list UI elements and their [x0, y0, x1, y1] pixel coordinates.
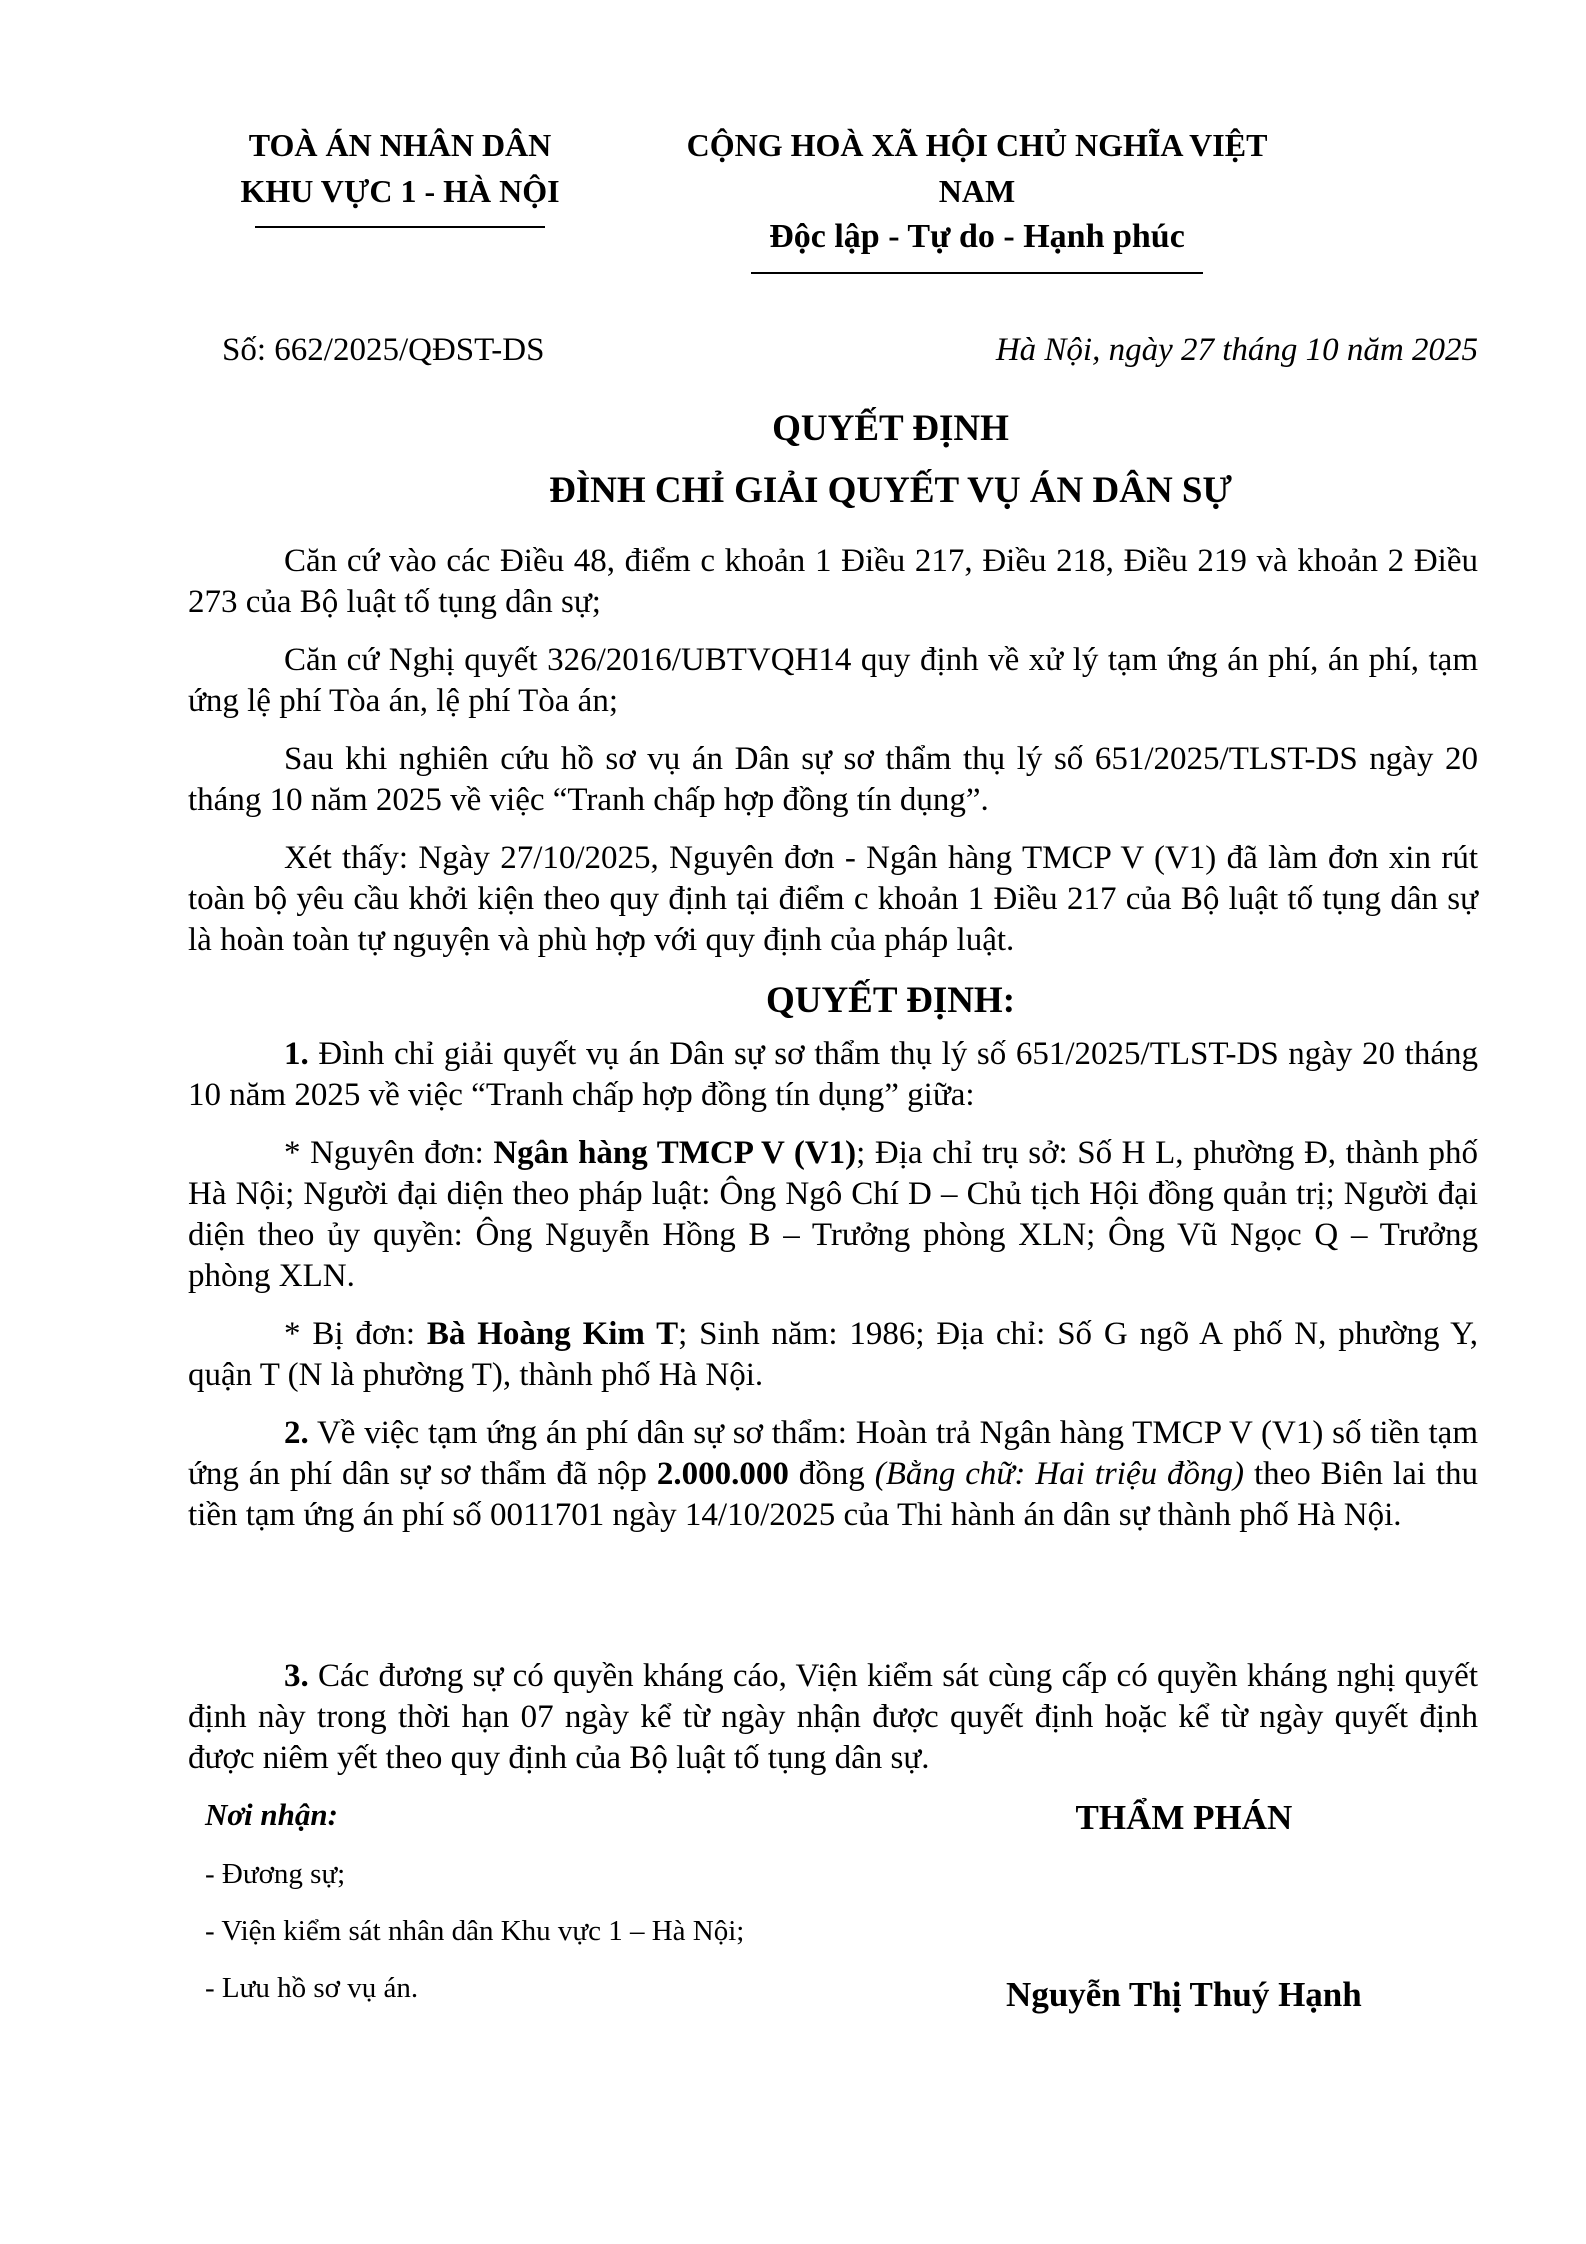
document-footer — [188, 1796, 1478, 2017]
court-name-line2: KHU VỰC 1 - HÀ NỘI — [240, 173, 560, 209]
republic-title: CỘNG HOÀ XÃ HỘI CHỦ NGHĨA VIỆT NAM — [686, 127, 1268, 209]
recital-paragraph: Căn cứ vào các Điều 48, điểm c khoản 1 Điều 217, Điều 218, Điều 219 và khoản 2 Điều 273 của Bộ luật tố tụng dân sự; — [188, 543, 1478, 620]
recital-paragraph: Căn cứ Nghị quyết 326/2016/UBTVQH14 quy định về xử lý tạm ứng án phí, án phí, tạm ứng lệ phí Tòa án, lệ phí Tòa án; — [188, 642, 1478, 719]
recipient-item: - Viện kiểm sát nhân dân Khu vực 1 – Hà Nội; — [205, 1915, 745, 1947]
document-title — [188, 407, 1478, 513]
decision-item-2: 2. Về việc tạm ứng án phí dân sự sơ thẩm: Hoàn trả Ngân hàng TMCP V (V1) số tiền tạm ứng án phí dân sự sơ thẩm đã nộp 2.000.000 đồng (Bằng chữ: Hai triệu đồng) theo Biên lai thu tiền tạm ứng án phí số 0011701 ngày 14/10/2025 của Thi hành án dân sự thành phố Hà Nội. — [188, 1415, 1479, 1533]
document-body — [188, 330, 1478, 2017]
court-name-underline — [255, 226, 545, 228]
defendant-paragraph: * Bị đơn: Bà Hoàng Kim T; Sinh năm: 1986; Địa chỉ: Số G ngõ A phố N, phường Y, quận T (N là phường T), thành phố Hà Nội. — [188, 1316, 1478, 1393]
title-line1: QUYẾT ĐỊNH — [772, 408, 1009, 449]
plaintiff-paragraph: * Nguyên đơn: Ngân hàng TMCP V (V1); Địa chỉ trụ sở: Số H L, phường Đ, thành phố Hà Nội; Người đại diện theo pháp luật: Ông Ngô Chí D – Chủ tịch Hội đồng quản trị; Người đại diện theo ủy quyền: Ông Nguyễn Hồng B – Trưởng phòng XLN; Ông Vũ Ngọc Q – Trưởng phòng XLN. — [188, 1135, 1479, 1294]
motto-underline — [751, 272, 1203, 274]
title-line2: ĐÌNH CHỈ GIẢI QUYẾT VỤ ÁN DÂN SỰ — [549, 470, 1232, 511]
decision-section-heading: QUYẾT ĐỊNH: — [765, 980, 1016, 1021]
document-number: Số: 662/2025/QĐST-DS — [222, 332, 545, 368]
document-header — [0, 0, 1586, 274]
recital-paragraph: Xét thấy: Ngày 27/10/2025, Nguyên đơn - Ngân hàng TMCP V (V1) đã làm đơn xin rút toàn bộ yêu cầu khởi kiện theo quy định tại điểm c khoản 1 Điều 217 của Bộ luật tố tụng dân sự là hoàn toàn tự nguyện và phù hợp với quy định của pháp luật. — [188, 840, 1478, 958]
number-date-row — [188, 330, 1478, 371]
place-date-line: Hà Nội, ngày 27 tháng 10 năm 2025 — [995, 332, 1478, 368]
recital-paragraph: Sau khi nghiên cứu hồ sơ vụ án Dân sự sơ thẩm thụ lý số 651/2025/TLST-DS ngày 20 tháng 10 năm 2025 về việc “Tranh chấp hợp đồng tín dụng”. — [188, 741, 1478, 818]
national-motto-block — [657, 122, 1297, 274]
decision-item-1: 1. Đình chỉ giải quyết vụ án Dân sự sơ thẩm thụ lý số 651/2025/TLST-DS ngày 20 tháng 10 năm 2025 về việc “Tranh chấp hợp đồng tín dụng” giữa: — [188, 1036, 1478, 1113]
recipient-item: - Lưu hồ sơ vụ án. — [205, 1972, 419, 2004]
signature-block — [910, 1796, 1458, 2017]
recipients-label: Nơi nhận: — [205, 1797, 338, 1832]
motto-line: Độc lập - Tự do - Hạnh phúc — [769, 218, 1185, 255]
recipients-block — [188, 1796, 910, 2017]
decision-item-3: 3. Các đương sự có quyền kháng cáo, Viện kiểm sát cùng cấp có quyền kháng nghị quyết định này trong thời hạn 07 ngày kể từ ngày nhận được quyết định hoặc kể từ ngày quyết định được niêm yết theo quy định của Bộ luật tố tụng dân sự. — [188, 1658, 1478, 1776]
signer-name: Nguyễn Thị Thuý Hạnh — [1006, 1975, 1362, 2014]
signer-title: THẨM PHÁN — [1075, 1798, 1293, 1837]
court-name-line1: TOÀ ÁN NHÂN DÂN — [248, 127, 552, 163]
recipient-item: - Đương sự; — [205, 1858, 346, 1890]
court-name-block — [185, 122, 615, 274]
